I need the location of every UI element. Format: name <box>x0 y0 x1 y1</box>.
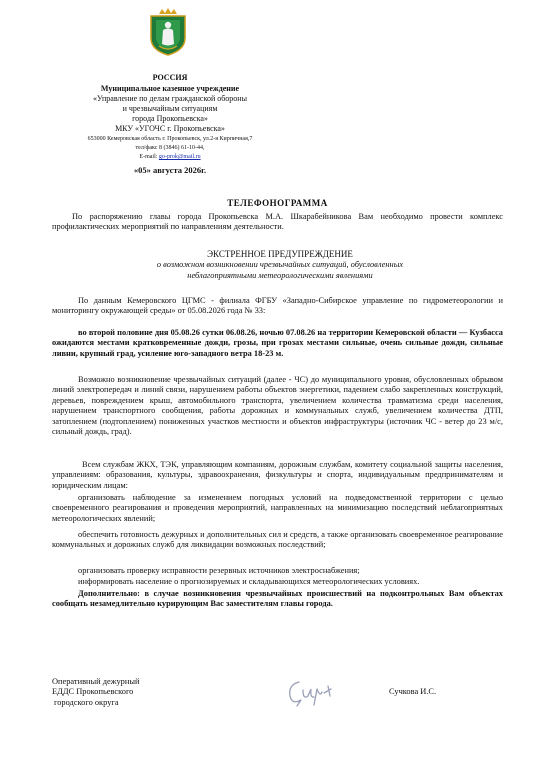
org-name-line-3: города Прокопьевска» <box>132 114 208 123</box>
forecast-paragraph: во второй половине дня 05.08.26 сутки 06.08.26, ночью 07.08.26 на территории Кемеровской области — Кузбасса ожидаются местами кратковременные дожди, грозы, при грозах местами сильные, очень сильные дожди, сильные ливни, крупный град, усиление юго-западного ветра 18-23 м. <box>52 328 503 358</box>
signer-role-line-2: ЕДДС Прокопьевского <box>52 687 134 696</box>
country-label: РОССИЯ <box>152 73 188 82</box>
coat-of-arms-icon <box>147 8 189 56</box>
additional-paragraph: Дополнительно: в случае возникновения чрезвычайных происшествий на подконтрольных Вам объектах сообщать незамедлительно курирующим Вас заместителям главы города. <box>52 589 503 609</box>
email-label: E-mail: <box>139 154 158 160</box>
source-paragraph: По данным Кемеровского ЦГМС - филиала ФГБУ «Западно-Сибирское управление по гидрометеорологии и мониторингу окружающей среды» от 05.08.2026 года № 33: <box>52 296 503 316</box>
document-title: ТЕЛЕФОНОГРАММА <box>227 198 328 208</box>
signer-role-line-1: Оперативный дежурный <box>52 677 140 686</box>
org-phone: тел/факс 8 (3846) 61-10-44, <box>135 145 205 151</box>
org-name-line-2: и чрезвычайным ситуациям <box>122 104 218 113</box>
warning-subtitle-1: о возможном возникновении чрезвычайных ситуаций, обусловленных <box>156 260 404 269</box>
org-short-name: МКУ «УГОЧС г. Прокопьевска» <box>115 124 225 133</box>
action-item-2: обеспечить готовность дежурных и дополнительных сил и средств, а также организовать своевременное реагирование коммунальных и дорожных служб для ликвидации возможных последствий; <box>52 530 503 550</box>
email-link[interactable]: go-prok@mail.ru <box>158 154 201 160</box>
action-item-1: организовать наблюдение за изменением погодных условий на подведомственной территории с целью своевременного реагирования и проведения мероприятий, направленных на минимизацию последствий неблагоприятных метеорологических явлений; <box>52 493 503 523</box>
org-type: Муниципальное казенное учреждение <box>100 84 240 93</box>
org-name-line-1: «Управление по делам гражданской обороны <box>93 94 247 103</box>
signer-name: Сучкова И.С. <box>389 687 437 696</box>
signer-role-line-3: городского округа <box>54 698 119 707</box>
action-item-3: организовать проверку исправности резервных источников электроснабжения; <box>78 566 360 575</box>
document-date: «05» августа 2026г. <box>133 165 207 175</box>
org-address: 653000 Кемеровская область г. Прокопьевск, ул.2-я Кирпичная,7 <box>87 136 253 142</box>
warning-subtitle-2: неблагоприятными метеорологическими явлениями <box>187 271 373 280</box>
services-paragraph: Всем службам ЖКХ, ТЭК, управляющим компаниям, дорожным службам, комитету социальной защиты населения, управлениям: образования, культуры, здравоохранения, физкультуры и спорта, индивидуальным предпринимателям и юридическим лицам: <box>52 460 503 490</box>
risk-paragraph: Возможно возникновение чрезвычайных ситуаций (далее - ЧС) до муниципального уровня, обусловленных обрывом линий электропередач и линий связи, нарушением работы объектов энергетики, падением слабо закрепленных конструкций, деревьев, повреждением крыш, автомобильного транспорта, увеличением количества травматизма среди населения, нарушением транспортного сообщения, работы дорожных и коммунальных служб, увеличением количества ДТП, затоплением (подтоплением) пониженных участков местности и объектов инфраструктуры (источник ЧС - ветер до 23 м/с, сильный дождь, град). <box>52 375 503 437</box>
warning-title: ЭКСТРЕННОЕ ПРЕДУПРЕЖДЕНИЕ <box>207 249 353 259</box>
action-item-4: информировать население о прогнозируемых и складывающихся метеорологических условиях. <box>78 577 420 586</box>
org-email <box>60 154 280 160</box>
intro-paragraph: По распоряжению главы города Прокопьевска М.А. Шкарабейникова Вам необходимо провести комплекс профилактических мероприятий по направлениям деятельности. <box>52 212 503 232</box>
handwritten-signature-icon <box>285 676 345 712</box>
